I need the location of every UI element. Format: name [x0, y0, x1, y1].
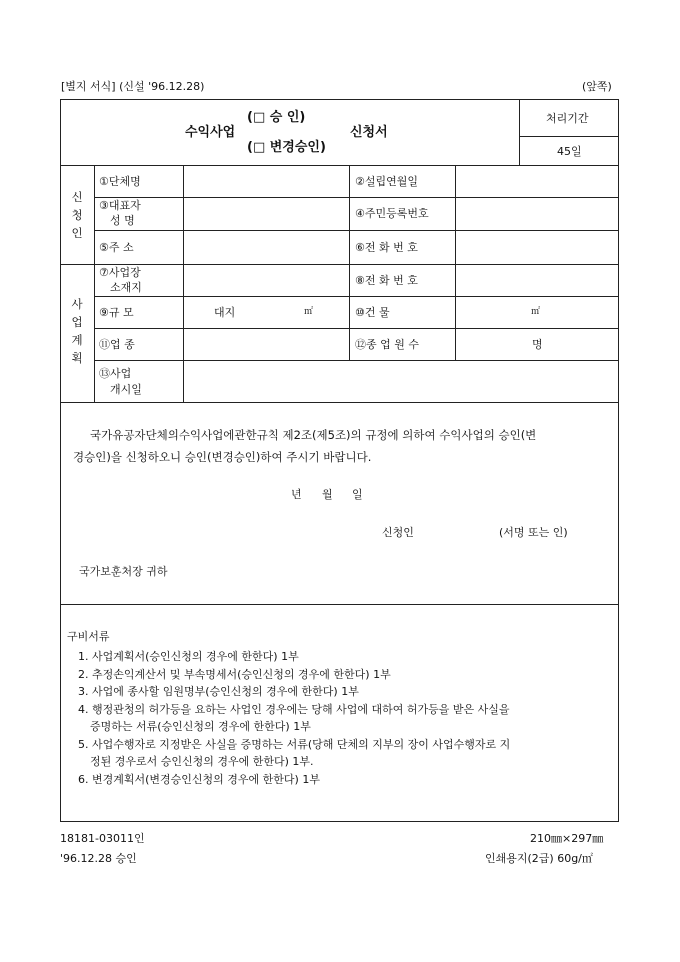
divider	[183, 165, 184, 402]
divider	[60, 165, 619, 166]
paper-size: 210㎜×297㎜	[530, 832, 604, 845]
divider	[60, 264, 619, 265]
org-name-label: ①단체명	[99, 175, 141, 188]
date-day-label: 일	[352, 488, 363, 501]
option-approval: (□ 승 인)	[247, 110, 306, 125]
divider	[60, 402, 619, 403]
start-date-sub-label: 개시일	[110, 383, 142, 396]
list-item: 5. 사업수행자로 지정받은 사실을 증명하는 서류(당해 단체의 지부의 장이 사업수행자로 지	[78, 737, 511, 751]
divider	[519, 136, 619, 137]
employees-unit: 명	[532, 338, 543, 351]
statement-line-1: 국가유공자단체의수익사업에관한규칙 제2조(제5조)의 규정에 의하여 수익사업의 승인(변	[90, 428, 537, 442]
business-site-sub-label: 소재지	[110, 281, 142, 294]
date-month-label: 월	[322, 488, 333, 501]
statement-line-2: 경승인)을 신청하오니 승인(변경승인)하여 주시기 바랍니다.	[73, 450, 372, 464]
date-year-label: 년	[291, 488, 302, 501]
approval-date: '96.12.28 승인	[60, 852, 137, 865]
signature-hint: (서명 또는 인)	[499, 526, 568, 539]
divider	[94, 230, 619, 231]
business-site-label: ⑦사업장	[99, 266, 141, 279]
list-item: 6. 변경계획서(변경승인신청의 경우에 한한다) 1부	[78, 772, 320, 786]
divider	[349, 165, 350, 360]
site-phone-label: ⑧전 화 번 호	[355, 274, 418, 287]
list-item: 증명하는 서류(승인신청의 경우에 한한다) 1부	[90, 720, 311, 733]
representative-label: ③대표자	[99, 199, 141, 212]
establishment-date-label: ②설립연월일	[355, 175, 418, 188]
section-char: 업	[71, 315, 83, 329]
divider	[94, 296, 619, 297]
section-char: 인	[71, 226, 83, 240]
employees-label: ⑫종 업 원 수	[355, 338, 419, 351]
divider	[94, 197, 619, 198]
business-type-label: ⑪업 종	[99, 338, 135, 351]
divider	[94, 328, 619, 329]
form-header-label: [별지 서식] (신설 '96.12.28)	[61, 80, 205, 93]
phone-label: ⑥전 화 번 호	[355, 241, 418, 254]
required-documents-heading: 구비서류	[67, 630, 110, 643]
representative-name-label: 성 명	[110, 214, 135, 227]
building-label: ⑩건 물	[355, 306, 390, 319]
building-unit: ㎡	[531, 307, 541, 317]
processing-period-label: 처리기간	[546, 112, 589, 125]
page-side-label: (앞쪽)	[582, 80, 612, 93]
business-plan-section-label	[70, 295, 84, 367]
start-date-label: ⑬사업	[99, 367, 132, 380]
section-char: 사	[71, 297, 83, 311]
list-item: 2. 추정손익계산서 및 부속명세서(승인신청의 경우에 한한다) 1부	[78, 667, 391, 681]
required-documents-list	[78, 648, 614, 788]
applicant-sign-label: 신청인	[382, 526, 414, 539]
land-label: 대지	[214, 306, 236, 319]
paper-spec: 인쇄용지(2급) 60g/㎡	[485, 852, 593, 865]
divider	[455, 165, 456, 360]
list-item: 정된 경우로서 승인신청의 경우에 한한다) 1부.	[90, 755, 314, 768]
divider	[94, 360, 619, 361]
section-char: 신	[71, 190, 83, 204]
list-item: 4. 행정관청의 허가등을 요하는 사업인 경우에는 당해 사업에 대하여 허가등을 받은 사실을	[78, 702, 510, 716]
addressee: 국가보훈처장 귀하	[79, 565, 168, 578]
section-char: 획	[71, 351, 83, 365]
form-number: 18181-03011인	[60, 832, 145, 845]
option-change-approval: (□ 변경승인)	[247, 140, 326, 155]
scale-label: ⑨규 모	[99, 306, 134, 319]
form-title-suffix: 신청서	[350, 125, 388, 140]
address-label: ⑤주 소	[99, 241, 134, 254]
divider	[519, 99, 520, 165]
form-title-main: 수익사업	[185, 125, 236, 140]
land-unit: ㎡	[304, 307, 314, 317]
section-char: 청	[71, 208, 83, 222]
list-item: 3. 사업에 종사할 임원명부(승인신청의 경우에 한한다) 1부	[78, 685, 359, 698]
divider	[60, 604, 619, 605]
applicant-section-label	[70, 188, 84, 242]
list-item: 1. 사업계획서(승인신청의 경우에 한한다) 1부	[78, 650, 299, 663]
resident-number-label: ④주민등록번호	[355, 207, 429, 220]
section-char: 계	[71, 333, 83, 347]
divider	[94, 165, 95, 402]
processing-period-value: 45일	[557, 145, 582, 158]
